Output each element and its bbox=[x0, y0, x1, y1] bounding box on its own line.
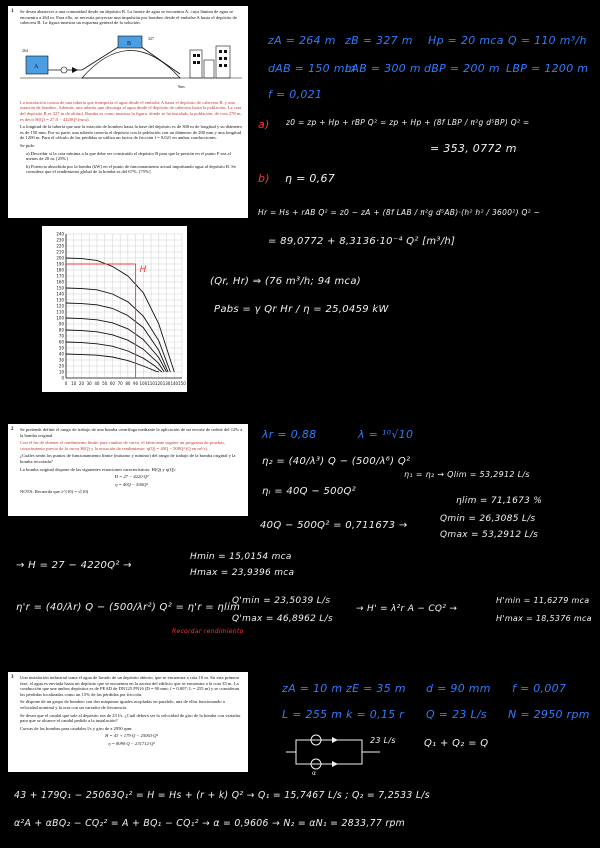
part-a-result: = 353, 0772 m bbox=[430, 142, 517, 155]
curve-header: Curvas de las bombas para caudales l/s y giro de a 2950 rpm: bbox=[20, 725, 133, 731]
problem-number: 2 bbox=[11, 427, 14, 432]
y-tick-label: 180 bbox=[56, 267, 64, 273]
building bbox=[204, 60, 214, 78]
ask-label: Se pide: bbox=[20, 142, 35, 148]
x-tick-label: 90 bbox=[133, 381, 139, 386]
building bbox=[216, 46, 230, 78]
given-hp: Hp = 20 mca bbox=[428, 34, 504, 47]
y-tick-label: 110 bbox=[56, 309, 64, 315]
x-tick-label: 50 bbox=[102, 381, 108, 386]
problem-number: 3 bbox=[11, 675, 14, 680]
x-tick-label: 80 bbox=[125, 381, 131, 386]
alpha-label: α bbox=[312, 770, 316, 776]
curve-equation-eta: η = 40Q − 500Q² bbox=[115, 481, 148, 487]
x-tick-label: 140 bbox=[170, 381, 179, 386]
trimmed-eta-equation: η'r = (40/λr) Q − (500/λr²) Q² = η'r = ηlim bbox=[16, 602, 241, 613]
operating-equation: 43 + 179Q₁ − 25063Q₁² = H = Hs + (r + k) Q² → Q₁ = 15,7467 L/s ; Q₂ = 7,2533 L/s bbox=[14, 790, 430, 801]
y-tick-label: 40 bbox=[58, 351, 64, 357]
y-tick-label: 70 bbox=[58, 333, 64, 339]
terrain-profile bbox=[82, 50, 180, 78]
problem-2-card bbox=[8, 424, 248, 516]
lambda: λ = ¹⁰√10 bbox=[358, 428, 414, 441]
installation-diagram bbox=[20, 28, 242, 98]
problem-note: NOTA: Recuerda que λ^(10) = √(10) bbox=[20, 489, 89, 495]
h-prime-min-result: H'min = 11,6279 mca bbox=[496, 596, 590, 605]
given-l: L = 255 m bbox=[282, 708, 343, 721]
y-tick-label: 30 bbox=[58, 357, 64, 363]
q-prime-max-result: Q'max = 46,8962 L/s bbox=[232, 614, 333, 624]
x-tick-label: 60 bbox=[109, 381, 115, 386]
part-a-equation: z0 = zp + Hp + rBP Q² = zp + Hp + (8f LBP / π²g d⁵BP) Q² = bbox=[286, 118, 530, 127]
y-tick-label: 100 bbox=[56, 315, 64, 321]
x-tick-label: 100 bbox=[139, 381, 148, 386]
head-equation: → H = 27 − 4220Q² → bbox=[16, 560, 132, 571]
q-lim-result: η₁ = η₂ → Qlim = 53,2912 L/s bbox=[404, 470, 530, 479]
check-valve-icon bbox=[332, 737, 338, 743]
problem-question: Se desea que el caudal que sale al depósito sea de 23 l/s. ¿Cuál deberá ser la velocidad de giro de la bomba con variador para que se alcance el caudal pedido a la instalación? bbox=[20, 712, 241, 724]
pump-curve-chart bbox=[42, 226, 187, 392]
problem-statement: Se desea abastecer a una comunidad desde un depósito B. La fuente de agua se encuentra A, cuya lámina de agua se encuentra a 264 m. Para ello, se necesita proyectar una impulsión por bombeo desde el embalse A hasta el depósito de cabecera B. La figura muestra un esquema general de la solución. bbox=[20, 9, 237, 26]
given-q: Q = 110 m³/h bbox=[508, 34, 587, 47]
x-tick-label: 30 bbox=[86, 381, 92, 386]
x-tick-label: 0 bbox=[64, 381, 68, 386]
part-b-eta: η = 0,67 bbox=[285, 172, 336, 185]
trimmed-head-equation: → H' = λ²r A − CQ² → bbox=[356, 604, 458, 614]
y-tick-label: 210 bbox=[56, 249, 64, 255]
y-tick-label: 150 bbox=[56, 285, 64, 291]
q-prime-min-result: Q'min = 23,5039 L/s bbox=[232, 596, 331, 606]
y-tick-label: 80 bbox=[58, 327, 64, 333]
curve-equation-h: H = 43 + 179·Q − 25063·Q² bbox=[105, 733, 158, 739]
lambda-r: λr = 0,88 bbox=[262, 428, 317, 441]
given-zb: zB = 327 m bbox=[345, 34, 413, 47]
given-lab: LAB = 300 m bbox=[345, 62, 421, 75]
curve-equation-eta: η = 8090·Q − 231712·Q² bbox=[108, 740, 155, 746]
reservoir-a-label: A bbox=[34, 63, 39, 70]
x-tick-label: 130 bbox=[162, 381, 171, 386]
x-tick-label: 150 bbox=[178, 381, 186, 386]
eta2-equation: η₂ = (40/λ³) Q − (500/λ⁶) Q² bbox=[262, 456, 411, 467]
pump-symbol bbox=[61, 67, 67, 73]
part-a-label: a) bbox=[258, 118, 270, 131]
y-tick-label: 50 bbox=[58, 345, 64, 351]
y-tick-label: 0 bbox=[61, 375, 64, 381]
given-k: k = 0,15 r bbox=[346, 708, 405, 721]
given-ze: zE = 35 m bbox=[346, 682, 406, 695]
efficiency-equation: 40Q − 500Q² = 0,711673 → bbox=[260, 520, 408, 531]
y-tick-label: 170 bbox=[56, 273, 64, 279]
given-q: Q = 23 L/s bbox=[426, 708, 487, 721]
part-b-equation-2: = 89,0772 + 8,3136·10⁻⁴ Q² [m³/h] bbox=[268, 236, 456, 247]
y-tick-label: 220 bbox=[56, 243, 64, 249]
pump-curve-chart-card bbox=[42, 226, 187, 392]
y-tick-label: 60 bbox=[58, 339, 64, 345]
eta-lim-result: ηlim = 71,1673 % bbox=[456, 496, 543, 506]
operating-point: (Qr, Hr) ⇒ (76 m³/h; 94 mca) bbox=[210, 276, 361, 287]
y-tick-label: 230 bbox=[56, 237, 64, 243]
problem-text: Se dispone de un grupo de bombeo con dos máquinas iguales acopladas en paralelo, una de ellas funcionando a velocidad nominal y la otra con un variador de frecuencia. bbox=[20, 699, 225, 710]
problem-statement: Se pretende definir el rango de trabajo de una bomba centrífuga mediante la aplicación de un recorte de rodete del 12% a la bomba original. bbox=[20, 427, 243, 438]
part-b-equation-1: Hr = Hs + rAB Q² = z0 − zA + (8f LAB / π²g d⁵AB)·(h² h² / 3600²) Q² − bbox=[258, 208, 541, 217]
flow-balance: Q₁ + Q₂ = Q bbox=[424, 738, 489, 749]
given-dbp: dBP = 200 m bbox=[424, 62, 500, 75]
x-tick-label: 20 bbox=[78, 381, 85, 386]
part-b-label: b) bbox=[258, 172, 270, 185]
y-tick-label: 120 bbox=[56, 303, 64, 309]
eta1-equation: ηᵢ = 40Q − 500Q² bbox=[262, 486, 356, 497]
given-f: f = 0,007 bbox=[512, 682, 567, 695]
given-f: f = 0,021 bbox=[268, 88, 323, 101]
given-za: zA = 264 m bbox=[268, 34, 336, 47]
given-za: zA = 10 m bbox=[282, 682, 343, 695]
y-tick-label: 160 bbox=[56, 279, 64, 285]
x-tick-label: 70 bbox=[117, 381, 123, 386]
problem-text: La longitud de la tubería que une la estación de bombeo hasta la base del depósito es de 300 m de longitud y su diámetro es de 150 mm. Por su parte, una tubería conecta el depósito con la población con un diámetro de 200 mm y una longitud de 1200 m. Para el cálculo de las pérdidas se utiliza un factor de fricción f = 0,021 en ambas conducciones. bbox=[20, 124, 242, 141]
problem-text: La instalación consta de una tubería que transporta el agua desde el embalse A hasta el depósito de cabecera B, y una estación de bombeo. Además, una tubería que descarga el agua desde el depósito de cabecera hasta la población. La cota del depósito B es 327 m de altitud. Bomba es como muestra la figura, donde se ha instalado la población, de cota 278 m, es decir H(Q) = 27,0 − 4220Q² (mca). bbox=[20, 99, 242, 122]
h-prime-max-result: H'max = 18,5376 mca bbox=[496, 614, 592, 623]
problem-3-card bbox=[8, 672, 248, 772]
curve-equation-h: H = 27 − 4220·Q² bbox=[114, 474, 149, 480]
x-tick-label: 10 bbox=[71, 381, 77, 386]
given-dab: dAB = 150 mm bbox=[268, 62, 356, 75]
problem-statement: Una instalación industrial toma el agua de lavado de un depósito abierto, que se encuentra a cota 10 m. En esta primera fase, el agua es enviada hasta un depósito que se encuentra en la azotea del edificio que se encuentra a la cota 35 m. La conducción que une ambos depósitos es de PEAD de DN125 PN16 (D = 90 mm; f = 0,007; L = 255 m) y se consideran las pérdidas localizadas como un 15% de las pérdidas por fricción. bbox=[20, 675, 240, 697]
given-n: N = 2950 rpm bbox=[508, 708, 590, 721]
y-tick-label: 20 bbox=[58, 363, 64, 369]
h-max-result: Hmax = 23,9396 mca bbox=[190, 568, 295, 578]
valve-icon bbox=[72, 67, 78, 73]
problem-question: ¿Cuáles serán los puntos de funcionamiento límite (máximo y mínimo) del rango de trabajo de la bomba original y la bomba recortada? bbox=[20, 453, 236, 464]
x-tick-label: 40 bbox=[94, 381, 100, 386]
y-tick-label: 240 bbox=[56, 231, 64, 237]
curve-info: La bomba original dispone de las siguientes ecuaciones características: H(Q) y η(Q): bbox=[20, 466, 176, 472]
q-min-result: Qmin = 26,3085 L/s bbox=[440, 514, 536, 524]
annotation-note: Recordar rendimiento bbox=[172, 628, 244, 635]
absorbed-power: Pabs = γ Qr Hr / η = 25,0459 kW bbox=[214, 304, 389, 315]
question-b: b) Potencia absorbida por la bomba (kW) en el punto de funcionamiento actual impulsando agua al depósito B. Se considera que el rendimiento global de la bomba es del 67%. [75%] bbox=[26, 163, 236, 175]
q-max-result: Qmax = 53,2912 L/s bbox=[440, 530, 539, 540]
given-d: d = 90 mm bbox=[426, 682, 491, 695]
operating-point-label: H bbox=[139, 265, 147, 275]
depot-b-label: B bbox=[127, 40, 132, 47]
speed-equation: α²A + αBQ₂ − CQ₂² = A + BQ₁ − CQ₁² → α = 0,9606 → N₂ = αN₁ = 2833,77 rpm bbox=[14, 818, 406, 829]
h-min-result: Hmin = 15,0154 mca bbox=[190, 552, 292, 562]
problem-text: Con el fin de obtener el rendimiento límite para cambio de curva, el fabricante sugiere un programa de pruebas, conocimiento previo de la curva H(Q) y la ecuación de rendimiento: η(Q) = 40Q − 500Q² (Q en m³/s). bbox=[20, 440, 226, 451]
given-lbp: LBP = 1200 m bbox=[506, 62, 589, 75]
y-tick-label: 130 bbox=[56, 297, 64, 303]
y-tick-label: 200 bbox=[56, 255, 64, 261]
y-tick-label: 10 bbox=[58, 369, 64, 375]
cota-label: 9ms bbox=[178, 83, 185, 89]
y-tick-label: 90 bbox=[58, 321, 64, 327]
height-right-label: 327 bbox=[148, 35, 154, 41]
x-tick-label: 110 bbox=[147, 381, 155, 386]
problem-number: 1 bbox=[11, 9, 14, 14]
flow-label: 23 L/s bbox=[370, 736, 396, 745]
y-tick-label: 140 bbox=[56, 291, 64, 297]
height-left-label: 264 bbox=[22, 47, 28, 53]
problem-1-card bbox=[8, 6, 248, 218]
question-a: a) Describir si la cota mínima a la que debe ser construido el depósito B para que la presión en el punto F sea al menos de 20 m. [25%] bbox=[26, 150, 231, 162]
parallel-pumps-sketch bbox=[282, 728, 382, 776]
x-tick-label: 120 bbox=[154, 381, 163, 386]
check-valve-icon bbox=[332, 761, 338, 767]
y-tick-label: 190 bbox=[56, 261, 64, 267]
